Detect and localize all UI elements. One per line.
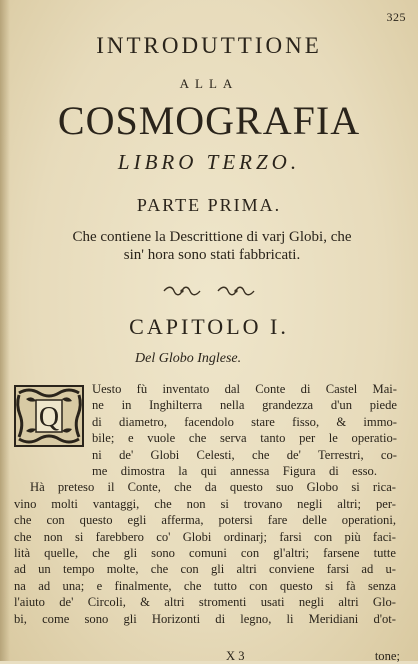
section-heading: Del Globo Inglese.: [135, 351, 242, 366]
ornamental-border-icon: [14, 385, 84, 447]
text-line: ne in Inghilterra nella grandezza d'un piede: [92, 398, 397, 413]
text-line: ad un tempo molte, che con gli altri conviene farsi ad u-: [14, 562, 396, 577]
text-line: bile; e vuole che serva tanto per le operatio-: [92, 431, 397, 446]
text-line: na ad una; e finalmente, che tutto con questo si fà senza: [14, 578, 396, 593]
chapter-heading: CAPITOLO I.: [129, 314, 289, 339]
subtitle-line: Che contiene la Descrittione di varj Globi, che: [72, 229, 352, 245]
title-alla: ALLA: [179, 76, 239, 91]
catchword: tone;: [374, 649, 400, 663]
text-line: che con questo egli afferma, potersi fare delle operationi,: [14, 513, 396, 528]
text-line: ni de' Globi Celesti, che de' Terrestri, co-: [92, 447, 397, 462]
subtitle-line: sin' hora sono stati fabbricati.: [123, 247, 301, 263]
decorated-initial: [14, 385, 84, 447]
fleuron-right-icon: [216, 286, 256, 296]
subtitle: [20, 228, 404, 264]
signature-mark: X 3: [226, 649, 245, 663]
text-line: lità quelle, che gli sono comuni con gl'altri; farsene tutte: [14, 546, 396, 560]
title-cosmografia: COSMOGRAFIA: [57, 98, 361, 143]
title-libro-terzo: LIBRO TERZO.: [117, 150, 301, 174]
fleuron-ornament: [0, 285, 418, 297]
text-line: di diametro, facendolo stare fisso, & immo-: [92, 414, 397, 429]
text-line: bi, come sono gli Horizonti di legno, li Meridiani d'ot-: [14, 611, 396, 626]
text-line: vino molti vantaggi, che non si trovano negli altri; per-: [14, 496, 396, 511]
text-line: che non si farebbero co' Globi ordinarj; farsi con più faci-: [14, 529, 396, 544]
fleuron-left-icon: [162, 286, 202, 296]
text-line: me dimostra la qui annessa Figura di esso.: [92, 464, 377, 478]
page-number: 325: [386, 10, 406, 24]
text-line: l'aiuto de' Circoli, & altri stromenti usati negli altri Glo-: [14, 595, 396, 610]
drop-cap-letter: Q: [38, 402, 60, 433]
title-introduttione: INTRODUTTIONE: [96, 33, 322, 58]
title-parte-prima: PARTE PRIMA.: [136, 195, 282, 215]
text-line: Uesto fù inventato dal Conte di Castel Mai-: [92, 382, 397, 396]
text-line: Hà preteso il Conte, che da questo suo Globo si rica-: [30, 480, 396, 495]
